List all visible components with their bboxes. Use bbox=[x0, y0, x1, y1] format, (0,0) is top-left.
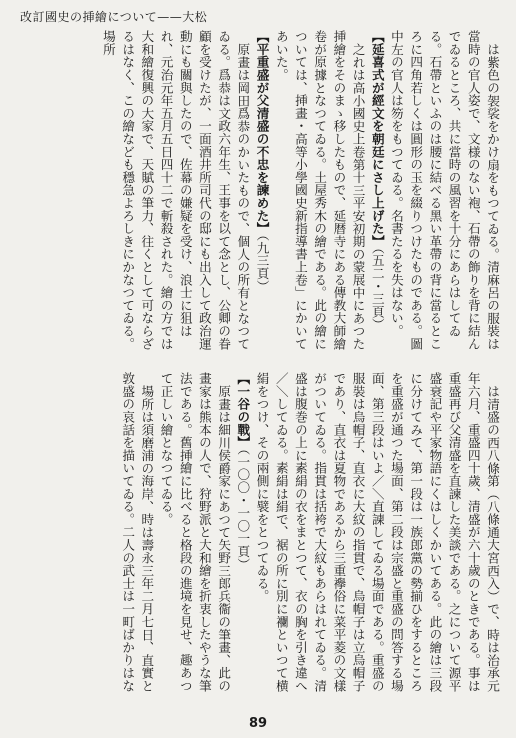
text-block-upper bbox=[14, 30, 502, 356]
text-block-lower bbox=[14, 372, 502, 702]
section-heading-title: 【平重盛が父清盛の不忠を諫めた】 bbox=[254, 30, 270, 235]
page-reference: （五二・三頁） bbox=[369, 247, 385, 331]
paragraph: は紫色の袈裟をかけ扇をもつてゐる。清麻呂の服裝は當時の官人姿で、文様のない袍、石帶の飾りを背に結んでゐるところ、共に當時の風習を十分にあらはしてゐる。石帶といふのは腰に結べる黑い革帶の背に當るところに四角若しくは圓形の玉を綴りつけたものである。圖中左の官人は笏をもつてゐる。名書たるを失はない。 bbox=[388, 30, 500, 350]
section-heading bbox=[252, 30, 271, 356]
page-number: 89 bbox=[248, 716, 268, 731]
section-heading bbox=[233, 372, 252, 702]
paragraph: 場所は須磨浦の海岸、時は壽永三年二月七日、直實と敦盛の哀話を描いてゐる。二人の武士は一町ばかりはな bbox=[120, 372, 155, 692]
page-reference: （九三頁） bbox=[254, 234, 270, 293]
section-heading-title: 【延喜式が經文を朝廷にさし上げた】 bbox=[369, 30, 385, 248]
paragraph: 原畫は岡田爲恭のかいたもので、個人の所有となつてゐる。爲恭は文政六年生、王事を以て念とし、公卿の眷顧を受けたが、一面酒井所司代の邸にも出入して政治運動にも關與したので、佐幕の嫌疑を受け、浪士に狙はれ、元治元年五月五日四十二で斬殺された。繪の方では大和繪復興の大家で、天賦の筆力、往くとして可ならざるはなく、この繪なども穩急よろしきにかなつてゐる。場所 bbox=[100, 30, 251, 350]
paragraph: 原畫は細川侯爵家にあつて矢野三郎兵衞の筆畫、此の畫家は熊本の人で、狩野派と大和繪を折衷したやうな筆法である。舊挿繪に比べると格段の進境を見せ、趣あつて正しい繪となつてゐる。 bbox=[158, 372, 232, 692]
section-heading bbox=[368, 30, 387, 356]
running-title: 改訂國史の挿繪について——大松 bbox=[20, 10, 208, 24]
page-reference: （一〇〇・一〇一頁） bbox=[235, 448, 251, 571]
section-heading-title: 【一谷の戰】 bbox=[235, 372, 251, 449]
paragraph: 之れは高小國史上卷第十三平安初期の蒙展中にあつた挿繪をそのまゝ移したもので、延暦寺にある傳教大師繪卷が原據となつてゐる。土屋秀木の繪である。此の繪については、挿畫・高等小學國史新指導書上卷」にかいてあいた。 bbox=[273, 30, 366, 350]
paragraph: は清盛の西八條第（八條通大宮西入）で、時は治承元年六月、重盛四十歲、清盛が六十歲のときである。事は重盛再び父清盛を直諫した美談である。之について源平盛衰記や平家物語にくはしくかいてある。此の繪は三段に分けてみて、第一段は一族郎黨の勢揃ひをするところを重盛が通つた場面、第二段は宗盛と重盛の問答する場面、第三段はいよ／＼直諫してゐる場面である。重盛の服裝は烏帽子、直衣に大紋の指貫で、烏帽子は立烏帽子であり、直衣は夏物であるから三重襷俗に菜平菱の文樣がついてゐる。指貫は括袴で大紋もあらはれてゐる。清盛は腹巻の上に素絹の衣をまとつて、衣の胸を引き違へ／＼してゐる。素絹は絹で、裾の所に別に襴といつて横絹をつけ、その兩側に襞をとつてゐる。 bbox=[254, 372, 500, 692]
